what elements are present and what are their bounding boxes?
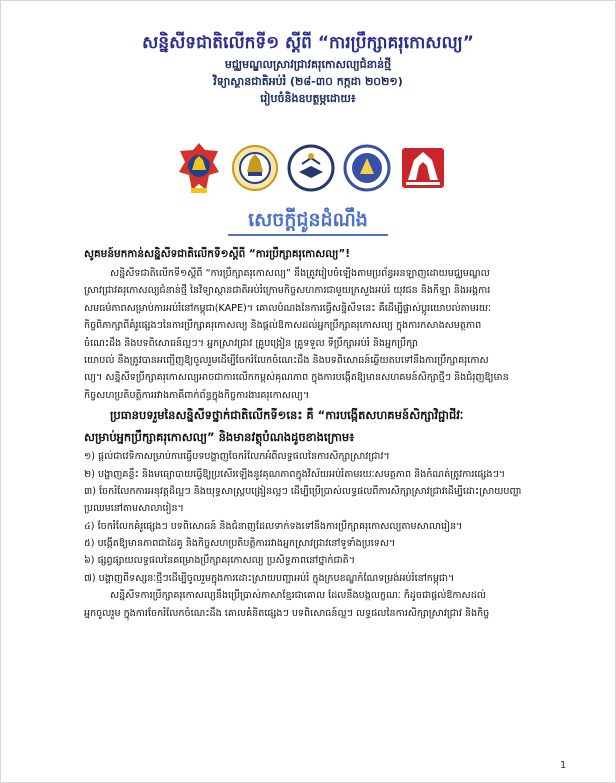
document-header <box>0 30 616 107</box>
paragraph-3-line: សន្និសីទការប្រឹក្សាគរុកោសល្យនឹងប្រើប្រាស់ភាសាខ្មែរជាគោល ដែលនឹងបង្កលក្ខណៈ ក៏ដូចជាផ្តល់ឱកាសដល់ <box>110 590 486 602</box>
paragraph-1-line: យោបល់ នឹងត្រូវបានអញ្ជើញឱ្យចូលរួមដើម្បីចែករំលែកចំណេះដឹង និងបទពិសោធន៍ឆ្លើយតបទៅនឹងការប្រឹក្សាគរុកោស <box>84 354 489 366</box>
document-title: សន្និសីទជាតិលើកទី១ ស្តីពី “ការប្រឹក្សាគរុកោសល្យ” <box>142 33 474 53</box>
organized-by: រៀបចំនិងឧបត្ថម្ភដោយ៖ <box>260 92 356 105</box>
theme-line-2: សម្រាប់អ្នកប្រឹក្សាគរុកោសល្យ” និងមានវត្ថុបំណងដូចខាងក្រោម៖ <box>84 430 355 445</box>
paragraph-1-line: សមធម៌ភាពសម្រាប់ការអប់រំនៅកម្ពុជា(KAPE)។ គោលបំណងនៃការធ្វើសន្និសីទនេះ គឺដើម្បីផ្លាស់ប្តូរយោបល់តាមរយៈ <box>84 302 491 314</box>
paragraph-1-line: ចំណេះដឹង និងបទពិសោធន៍ល្អៗ។ អ្នកស្រាវជ្រាវ គ្រូបង្រៀន គ្រូទទួល ទីប្រឹក្សាអប់រំ និងអ្នកប្រឹក្សា <box>84 337 418 349</box>
notice-title: សេចក្តីជូនដំណឹង <box>228 206 388 236</box>
paragraph-1-line: កិច្ចសហប្រតិបត្តិការរវាងភាគីពាក់ព័ន្ធក្នុងកិច្ចការងារគរុកោសល្យ។ <box>84 389 310 401</box>
objective-item: ៦) ផ្សព្វផ្សាយលទ្ធផលនៃគម្រោងប្រឹក្សាគរុកោសល្យ ប្រសិទ្ធភាពនៅថ្នាក់ជាតិ។ <box>84 555 356 567</box>
objective-item: ១) ផ្តល់ជាវេទិកាសម្រាប់ការធ្វើបទបង្ហាញចែករំលែកអំពីលទ្ធផលនៃការសិក្សាស្រាវជ្រាវ។ <box>84 451 390 463</box>
paragraph-1-line: ល្យ។ សន្និសីទប្រឹក្សាគរុកោសល្យអាចជាការលើកកម្ពស់គុណភាព ក្នុងការបង្កើតឱ្យមានសហគមន៍សិក្សាថ្មីៗ និងជំរុញឱ្យមាន <box>84 372 509 384</box>
objective-item: ៧) បង្ហាញពីទស្សនៈថ្មីៗដើម្បីចូលរួមក្នុងការដោះស្រាយបញ្ហាអប់រំ ក្នុងក្របខណ្ឌកំណែទម្រង់អប់រំនៅកម្ពុជា។ <box>84 572 455 584</box>
paragraph-1-line: សន្និសីទជាតិលើកទី១ស្តីពី “ការប្រឹក្សាគរុកោសល្យ” នឹងត្រូវរៀបចំឡើងតាមប្រព័ន្ធអនឡាញដោយមជ្ឈមណ្ឌល <box>110 268 490 279</box>
ministry-emblem-icon <box>174 140 224 196</box>
center-name: មជ្ឈមណ្ឌលស្រាវជ្រាវគរុកោសល្យជំនាន់ថ្មី <box>224 58 392 71</box>
sponsor-logos <box>174 140 444 200</box>
paragraph-3-line: អ្នកចូលរួម ក្នុងការចែករំលែកចំណេះដឹង គោលគំនិតផ្សេងៗ បទពិសោធន៍ល្អៗ លទ្ធផលនៃការសិក្សាស្រាវជ្រាវ និងកិច្ច <box>84 607 490 619</box>
institute-emblem-icon <box>230 140 280 196</box>
welcome-heading: សូគមន៍មកកាន់សន្និសីទជាតិលើកទី១ស្តីពី “ការប្រឹក្សាគរុកោសល្យ”! <box>84 248 351 260</box>
page-number: 1 <box>560 760 567 771</box>
kape-logo-icon <box>398 140 448 196</box>
objective-item: ប្រឈមនៅតាមសាលារៀន។ <box>84 503 184 515</box>
objective-item: ៣) ចែករំលែកការអនុវត្តដ៏ល្អៗ និងយុទ្ធសាស្ត្របង្រៀនល្អៗ ដើម្បីប្រើប្រាស់លទ្ធផលពីការសិក្សាស្រាវជ្រាវដើម្បីដោះស្រាយបញ្ហា <box>84 485 522 497</box>
paragraph-1-line: កិច្ចពិភាក្សាពីគំរូផ្សេងៗនៃការប្រឹក្សាគរុកោសល្យ និងផ្តល់ឱកាសដល់អ្នកប្រឹក្សាគរុកោសល្យ ក្នុងការកសាងសមត្ថភាព <box>84 320 482 332</box>
objective-item: ៤) ចែករំលែកគំរូផ្សេងៗ បទពិសោធន៍ និងជំនាញដែលទាក់ទងទៅនឹងការប្រឹក្សាគរុកោសល្យតាមសាលារៀន។ <box>84 520 463 532</box>
paragraph-1-line: ស្រាវជ្រាវគរុកោសល្យជំនាន់ថ្មី នៃវិទ្យាស្ថានជាតិអប់រំក្រោមកិច្ចសហការជាមួយក្រសួងអប់រំ យុវជន និងកីឡា និងអង្គការ <box>84 285 491 297</box>
research-center-logo-icon <box>286 140 336 196</box>
objective-item: ៥) បង្កើតឱ្យមានភាពជាដៃគូ និងកិច្ចសហប្រតិបត្តិការរវាងអ្នកស្រាវជ្រាវនៅទូទាំងប្រទេស។ <box>84 538 396 550</box>
institute-and-date: វិទ្យាស្ថានជាតិអប់រំ (២៨-៣០ កក្កដា ២០២១) <box>213 75 403 88</box>
university-seal-icon <box>342 140 392 196</box>
theme-line-1: ប្រធានបទរួមនៃសន្និសីទថ្នាក់ជាតិលើកទី១នេះ គឺ “ការបង្កើតសហគមន៍សិក្សាវិជ្ជាជីវៈ <box>110 408 464 423</box>
objective-item: ២) បង្ហាញគន្លឹះ និងមធ្យោបាយធ្វើឱ្យប្រសើរឡើងនូវគុណភាពក្នុងវិស័យអប់រំតាមរយៈសមត្ថភាព និងកំណត់ត្រូវការផ្សេងៗ។ <box>84 468 506 480</box>
notice-body <box>84 243 554 622</box>
